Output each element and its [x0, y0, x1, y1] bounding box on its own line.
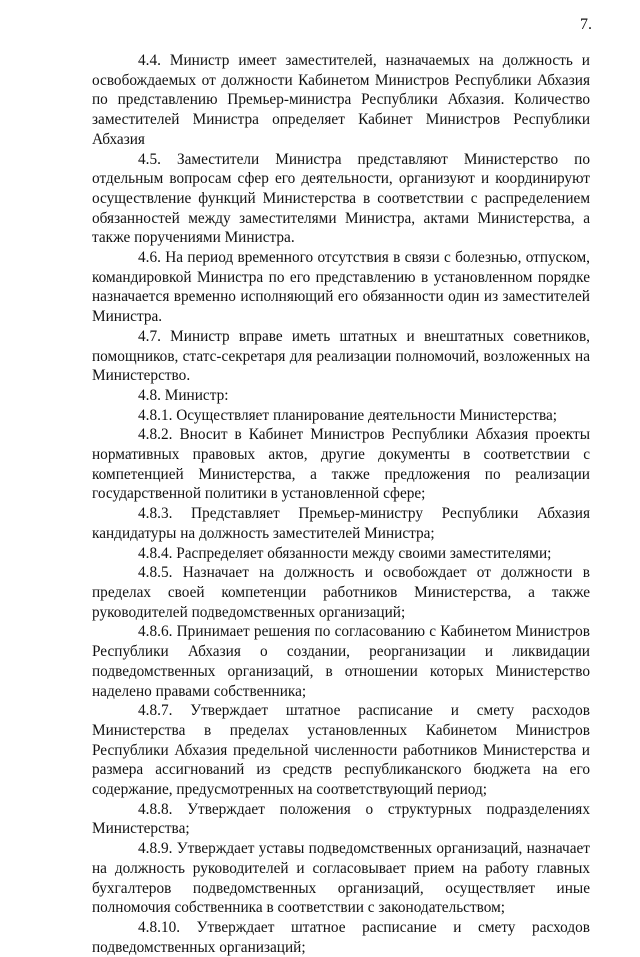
paragraph-4-8-3: 4.8.3. Представляет Премьер-министру Республики Абхазия кандидатуры на должность заместителей Министра; — [92, 505, 590, 542]
paragraph-4-8-6: 4.8.6. Принимает решения по согласованию с Кабинетом Министров Республики Абхазия о создании, реорганизации и ликвидации подведомственных организаций, в отношении которых Министерство наделено правами собственника; — [92, 623, 590, 700]
paragraph-4-8-9: 4.8.9. Утверждает уставы подведомственных организаций, назначает на должность руководителей и согласовывает прием на работу главных бухгалтеров подведомственных организаций, осуществляет иные полномочия собственника в соответствии с законодательством; — [92, 840, 590, 917]
paragraph-4-8: 4.8. Министр: — [138, 386, 229, 404]
paragraph-4-8-4: 4.8.4. Распределяет обязанности между своими заместителями; — [138, 544, 552, 562]
paragraph-4-4: 4.4. Министр имеет заместителей, назначаемых на должность и освобождаемых от должности Кабинетом Министров Республики Абхазия по представлению Премьер-министра Республики Абхазия. Количество заместителей Министра определяет Кабинет Министров Республики Абхазия — [92, 52, 590, 148]
paragraph-4-7: 4.7. Министр вправе иметь штатных и внештатных советников, помощников, статс-секретаря для реализации полномочий, возложенных на Министерство. — [92, 327, 590, 385]
paragraph-4-8-1: 4.8.1. Осуществляет планирование деятельности Министерства; — [138, 406, 558, 424]
page-number: 7. — [580, 16, 592, 33]
paragraph-4-8-5: 4.8.5. Назначает на должность и освобождает от должности в пределах своей компетенции работников Министерства, а также руководителей подведомственных организаций; — [92, 564, 590, 621]
paragraph-4-8-2: 4.8.2. Вносит в Кабинет Министров Республики Абхазия проекты нормативных правовых актов, другие документы в соответствии с компетенцией Министерства, а также предложения по реализации государственной политики в установленной сфере; — [92, 426, 590, 503]
paragraph-4-8-7: 4.8.7. Утверждает штатное расписание и смету расходов Министерства в пределах установленных Кабинетом Министров Республики Абхазия предельной численности работников Министерства и размера ассигнований из средств республиканского бюджета на его содержание, предусмотренных на соответствующий период; — [92, 702, 590, 799]
document-body — [92, 51, 590, 957]
paragraph-4-5: 4.5. Заместители Министра представляют Министерство по отдельным вопросам сфер его деятельности, организуют и координируют осуществление функций Министерства в соответствии с распределением обязанностей между заместителями Министра, актами Министерства, а также поручениями Министра. — [92, 150, 590, 247]
paragraph-4-6: 4.6. На период временного отсутствия в связи с болезнью, отпуском, командировкой Министра по его представлению в установленном порядке назначается временно исполняющий его обязанности один из заместителей Министра. — [92, 249, 590, 326]
paragraph-4-8-10: 4.8.10. Утверждает штатное расписание и смету расходов подведомственных организаций; — [92, 918, 590, 956]
paragraph-4-8-8: 4.8.8. Утверждает положения о структурных подразделениях Министерства; — [92, 800, 590, 838]
